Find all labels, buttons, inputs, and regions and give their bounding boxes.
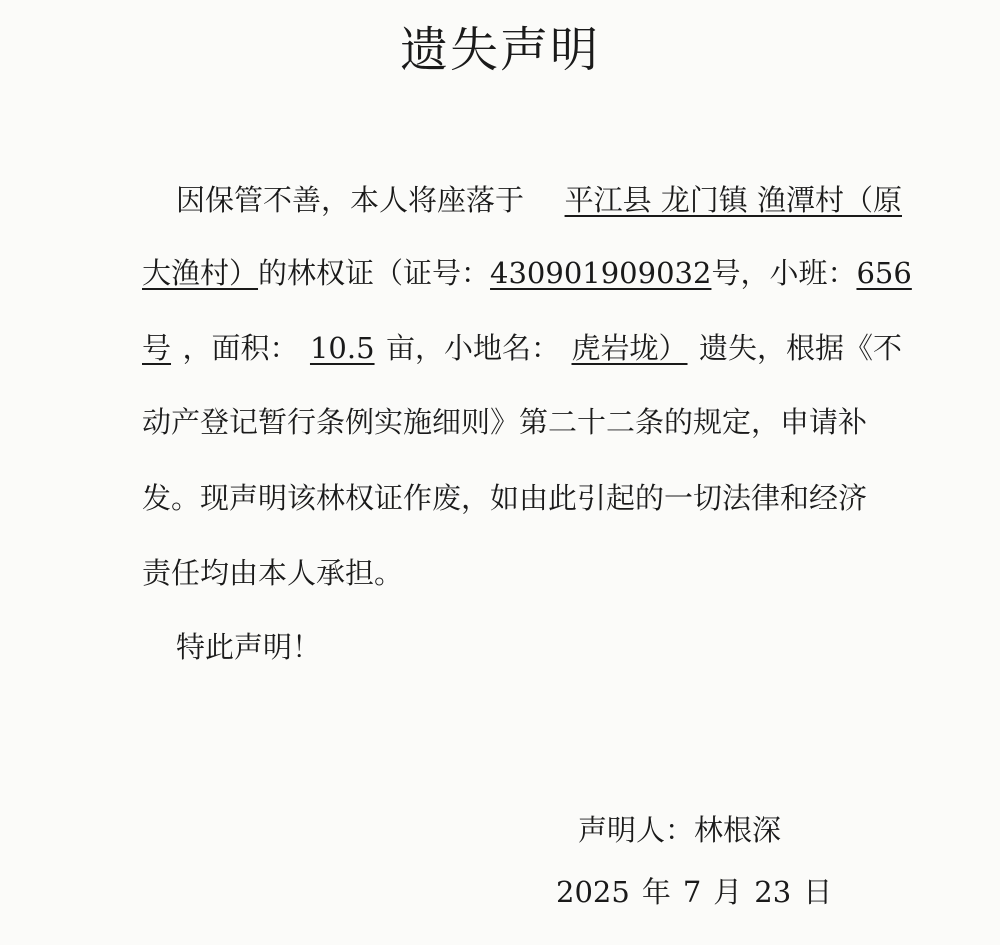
- body-line-3: [142, 328, 902, 368]
- date-year: 2025: [556, 875, 630, 909]
- date-month-unit: 月: [713, 875, 743, 909]
- signer-line: [578, 810, 781, 850]
- body-text: 因保管不善，本人将座落于: [176, 183, 525, 217]
- document-title: 遗失声明: [399, 22, 600, 78]
- place-name-field: 虎岩垅）: [571, 331, 688, 365]
- location-field-cont: 大渔村）: [142, 256, 259, 290]
- body-text: 号，小班：: [711, 256, 857, 290]
- subcompartment-field-cont: 号: [142, 331, 172, 365]
- subcompartment-field: 656: [856, 256, 912, 290]
- body-text: 动产登记暂行条例实施细则》第二十二条的规定，申请补: [142, 405, 868, 439]
- certificate-number-field: 430901909032: [490, 256, 712, 290]
- body-text: 的林权证（证号：: [258, 256, 491, 290]
- signer-name: 林根深: [694, 813, 782, 847]
- statement-date: [556, 872, 832, 912]
- body-text: 遗失，根据《不: [698, 331, 902, 365]
- body-line-5: [142, 478, 902, 518]
- area-field: 10.5: [309, 331, 375, 365]
- body-text: 责任均由本人承担。: [142, 556, 404, 590]
- body-text: 发。现声明该林权证作废，如由此引起的一切法律和经济: [142, 481, 868, 515]
- body-text: 亩，小地名：: [386, 331, 561, 365]
- date-day-unit: 日: [803, 875, 833, 909]
- location-field: 平江县 龙门镇 渔潭村（原: [564, 183, 902, 217]
- body-line-2: [142, 253, 912, 293]
- signer-label: 声明人：: [578, 813, 695, 847]
- date-year-unit: 年: [641, 875, 671, 909]
- body-line-4: [142, 402, 902, 442]
- body-text: ，面积：: [182, 331, 299, 365]
- date-month: 7: [682, 875, 702, 909]
- body-line-6: [142, 553, 902, 593]
- date-day: 23: [754, 875, 792, 909]
- body-line-1: [176, 180, 902, 220]
- closing-statement: 特此声明！: [176, 630, 322, 664]
